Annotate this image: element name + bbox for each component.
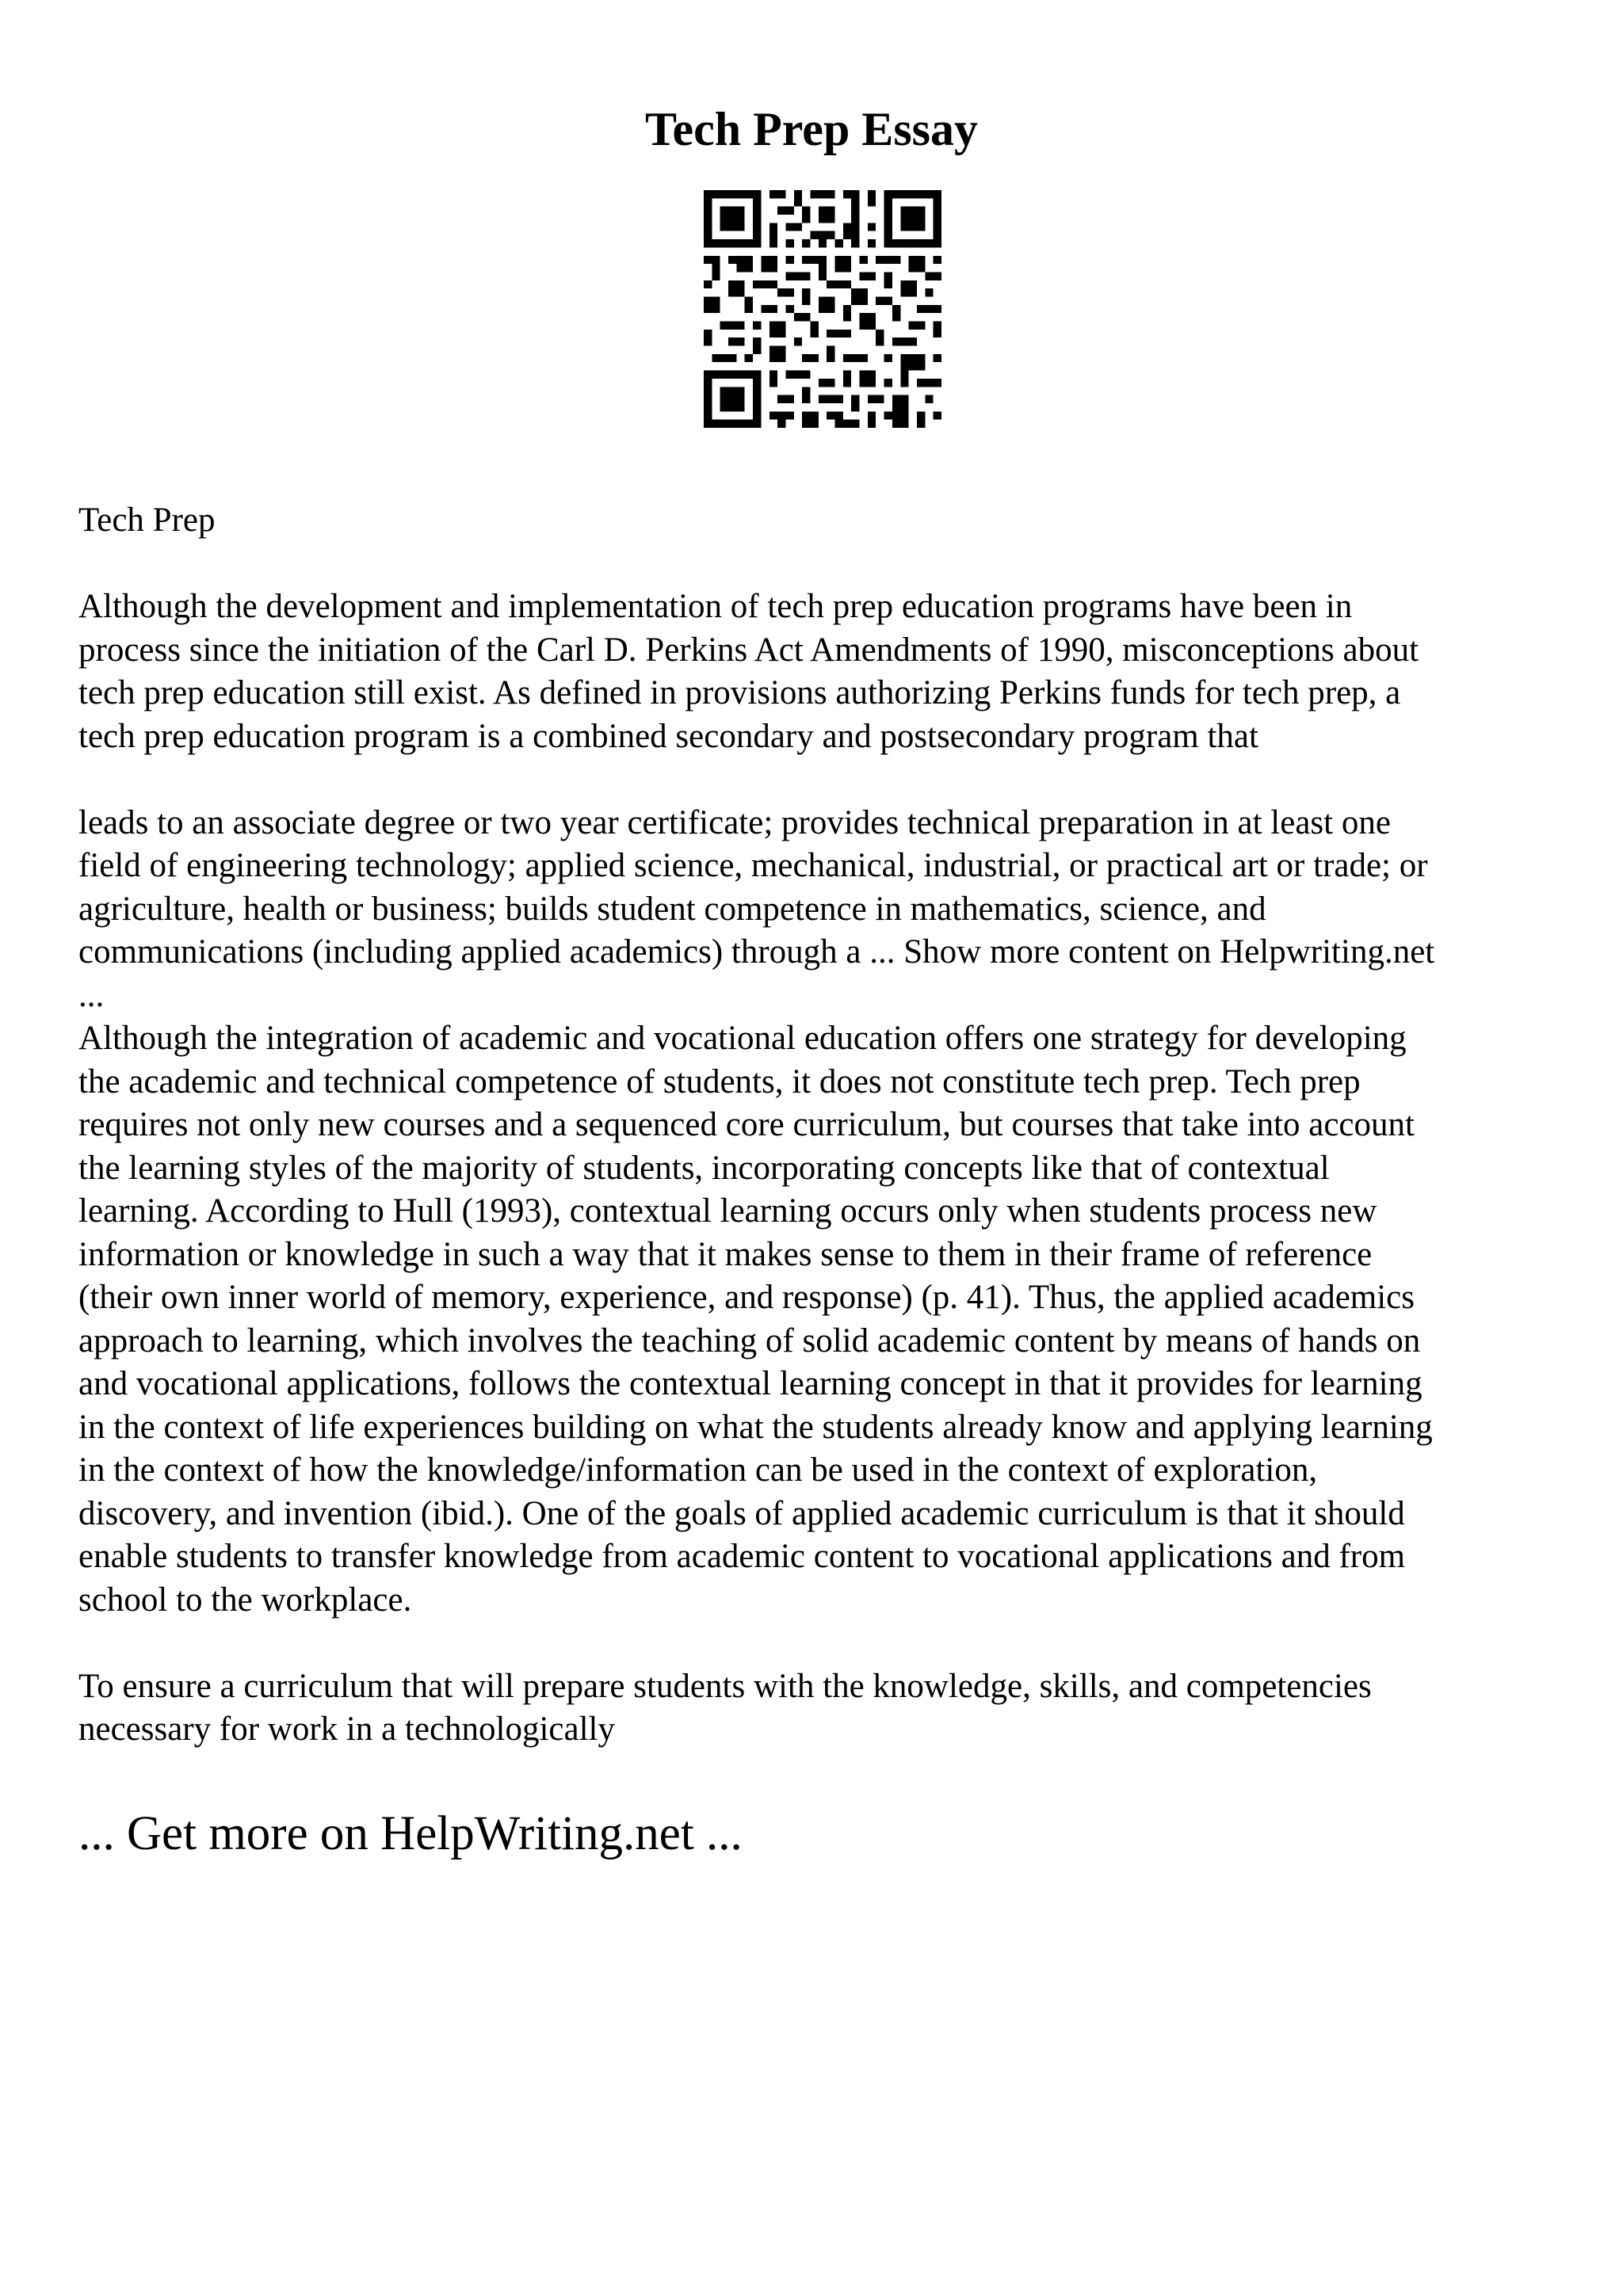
qr-code-icon <box>704 190 941 428</box>
paragraph-4 <box>78 1665 1568 1752</box>
paragraph-line: the learning styles of the majority of students, incorporating concepts like that of contextual <box>78 1149 1330 1187</box>
paragraph-1 <box>78 585 1568 758</box>
paragraph-line: in the context of life experiences building on what the students already know and applying learning <box>78 1408 1433 1446</box>
section-heading: Tech Prep <box>78 502 216 539</box>
paragraph-line: field of engineering technology; applied science, mechanical, industrial, or practical art or trade; or <box>78 847 1428 884</box>
paragraph-line: in the context of how the knowledge/information can be used in the context of exploration, <box>78 1451 1318 1489</box>
paragraph-line: approach to learning, which involves the teaching of solid academic content by means of hands on <box>78 1322 1421 1360</box>
paragraph-line: tech prep education still exist. As defined in provisions authorizing Perkins funds for tech prep, a <box>78 674 1401 711</box>
paragraph-line: the academic and technical competence of students, it does not constitute tech prep. Tech prep <box>78 1062 1361 1100</box>
paragraph-line: enable students to transfer knowledge from academic content to vocational applications and from <box>78 1538 1406 1575</box>
paragraph-line: ... <box>78 976 105 1014</box>
paragraph-line: discovery, and invention (ibid.). One of the goals of applied academic curriculum is that it should <box>78 1494 1405 1532</box>
paragraph-3 <box>78 1017 1568 1622</box>
get-more-link[interactable]: ... Get more on HelpWriting.net ... <box>78 1807 743 1860</box>
paragraph-line: process since the initiation of the Carl D. Perkins Act Amendments of 1990, misconceptions about <box>78 631 1419 669</box>
paragraph-line: (their own inner world of memory, experience, and response) (p. 41). Thus, the applied academics <box>78 1279 1415 1316</box>
paragraph-line: Although the development and implementation of tech prep education programs have been in <box>78 588 1353 625</box>
paragraph-line: tech prep education program is a combined secondary and postsecondary program that <box>78 717 1258 755</box>
document-body <box>78 499 1568 1752</box>
paragraph-line: To ensure a curriculum that will prepare students with the knowledge, skills, and competencies <box>78 1667 1372 1705</box>
document-title: Tech Prep Essay <box>644 103 979 155</box>
paragraph-line: learning. According to Hull (1993), contextual learning occurs only when students process new <box>78 1192 1377 1230</box>
paragraph-line: and vocational applications, follows the contextual learning concept in that it provides for learning <box>78 1365 1423 1402</box>
paragraph-line: requires not only new courses and a sequenced core curriculum, but courses that take into account <box>78 1106 1415 1143</box>
paragraph-line: necessary for work in a technologically <box>78 1711 615 1748</box>
paragraph-line: agriculture, health or business; builds student competence in mathematics, science, and <box>78 890 1266 928</box>
paragraph-line: information or knowledge in such a way that it makes sense to them in their frame of reference <box>78 1235 1373 1273</box>
paragraph-line: Although the integration of academic and vocational education offers one strategy for developing <box>78 1020 1407 1057</box>
paragraph-line: communications (including applied academics) through a ... Show more content on Helpwriting.net <box>78 933 1435 971</box>
paragraph-line: leads to an associate degree or two year certificate; provides technical preparation in at least one <box>78 803 1391 841</box>
paragraph-2 <box>78 802 1568 1018</box>
paragraph-line: school to the workplace. <box>78 1581 412 1619</box>
